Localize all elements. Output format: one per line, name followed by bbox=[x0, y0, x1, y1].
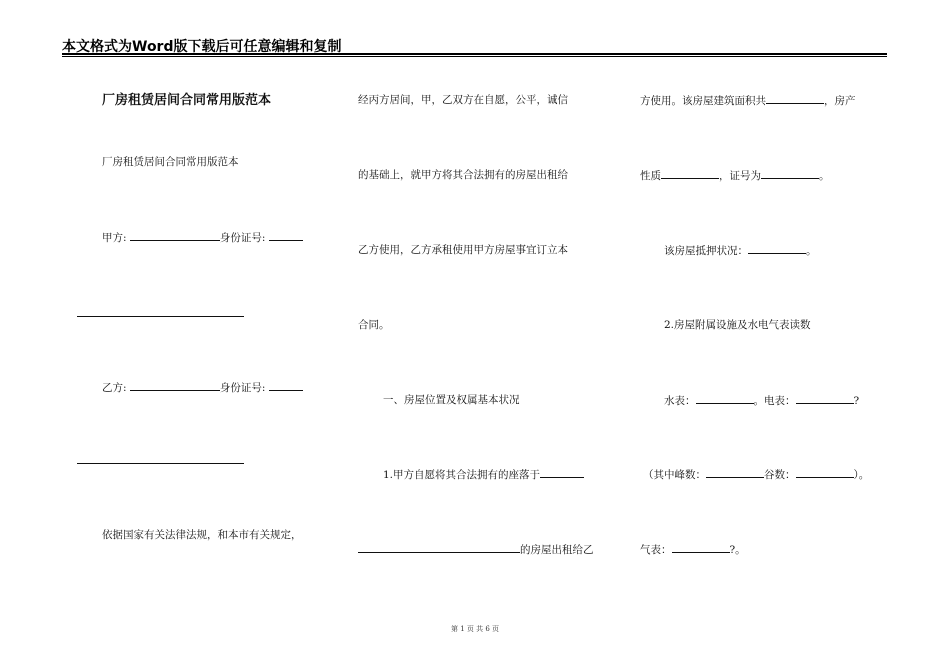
peak-label: （其中峰数： bbox=[643, 469, 706, 481]
item-1-text: 1.甲方自愿将其合法拥有的座落于 bbox=[383, 469, 541, 481]
party-b-label: 乙方: bbox=[102, 382, 127, 394]
section-heading: 一、房屋位置及权属基本状况 bbox=[383, 394, 520, 406]
area-blank bbox=[766, 93, 824, 104]
cert-blank bbox=[761, 168, 819, 179]
id-label-b: 身份证号: bbox=[219, 382, 266, 394]
id-b-blank bbox=[269, 380, 303, 391]
valley-blank bbox=[796, 467, 854, 478]
id-label-a: 身份证号: bbox=[219, 232, 266, 244]
header-rule bbox=[62, 53, 887, 55]
area-label: 方使用。该房屋建筑面积共 bbox=[640, 95, 766, 107]
gas-blank bbox=[672, 542, 730, 553]
peak-line bbox=[643, 467, 869, 482]
item-1-continued bbox=[358, 542, 594, 557]
id-a-blank bbox=[269, 230, 303, 241]
party-a-label: 甲方: bbox=[102, 232, 127, 244]
blank-line bbox=[77, 463, 244, 464]
item-2-heading: 2.房屋附属设施及水电气表读数 bbox=[664, 319, 811, 331]
blank-line bbox=[77, 316, 244, 317]
location-blank bbox=[540, 467, 584, 478]
party-b-line bbox=[102, 380, 303, 395]
question-mark: ?。 bbox=[729, 544, 746, 556]
location-blank-2 bbox=[358, 542, 520, 553]
nature-line bbox=[640, 168, 830, 183]
party-a-blank bbox=[130, 230, 220, 241]
subtitle-line: 厂房租赁居间合同常用版范本 bbox=[102, 156, 239, 168]
period: 。 bbox=[819, 170, 830, 182]
question-mark: ? bbox=[853, 395, 860, 407]
body-text-line: 乙方使用，乙方承租使用甲方房屋事宜订立本 bbox=[358, 244, 568, 256]
mortgage-blank bbox=[748, 243, 806, 254]
party-a-line bbox=[102, 230, 303, 245]
water-blank bbox=[696, 393, 754, 404]
item-1-cont-text: 的房屋出租给乙 bbox=[520, 544, 594, 556]
basis-paragraph: 依据国家有关法律法规，和本市有关规定， bbox=[102, 529, 302, 541]
page-number: 第 1 页 共 6 页 bbox=[450, 625, 500, 633]
meter-line bbox=[664, 393, 859, 408]
body-text-line: 经丙方居间，甲，乙双方在自愿，公平，诚信 bbox=[358, 94, 568, 106]
electric-label: 。电表： bbox=[753, 395, 796, 407]
area-line bbox=[640, 93, 856, 108]
document-title: 厂房租赁居间合同常用版范本 bbox=[102, 93, 272, 108]
mortgage-line bbox=[664, 243, 817, 258]
item-1-line bbox=[383, 467, 584, 482]
body-text-line: 的基础上，就甲方将其合法拥有的房屋出租给 bbox=[358, 169, 568, 181]
period: 。 bbox=[806, 245, 817, 257]
electric-blank bbox=[796, 393, 854, 404]
gas-label: 气表： bbox=[640, 544, 672, 556]
water-label: 水表： bbox=[664, 395, 696, 407]
mortgage-label: 该房屋抵押状况： bbox=[664, 245, 748, 257]
valley-label: 谷数： bbox=[764, 469, 796, 481]
document-header: 本文格式为Word版下载后可任意编辑和复制 bbox=[62, 39, 342, 55]
body-text-line: 合同。 bbox=[358, 319, 390, 331]
cert-label: ，证号为 bbox=[719, 170, 761, 182]
gas-line bbox=[640, 542, 746, 557]
party-b-blank bbox=[130, 380, 220, 391]
header-rule bbox=[62, 56, 887, 57]
property-label: ，房产 bbox=[824, 95, 856, 107]
nature-blank bbox=[661, 168, 719, 179]
close-paren: ）。 bbox=[853, 469, 870, 481]
nature-label: 性质 bbox=[640, 170, 661, 182]
peak-blank bbox=[706, 467, 764, 478]
